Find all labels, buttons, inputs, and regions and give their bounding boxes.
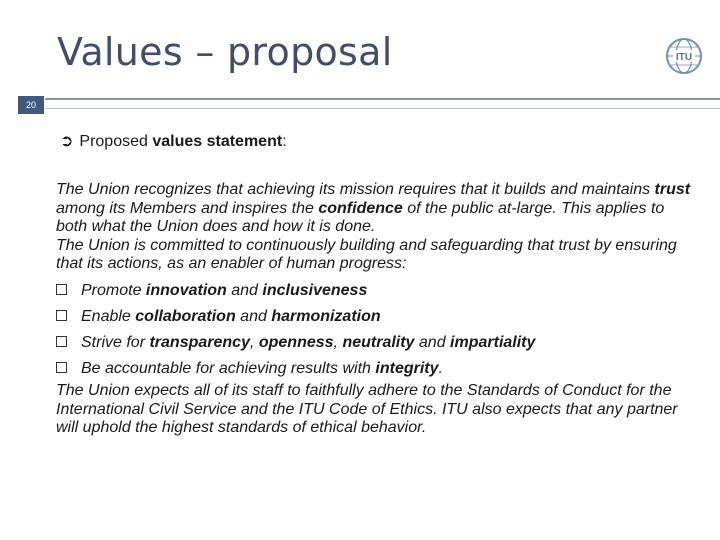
arrow-bullet-icon: ➲ bbox=[60, 133, 74, 150]
header-divider bbox=[45, 98, 720, 109]
list-item: Promote innovation and inclusiveness bbox=[56, 278, 696, 304]
bullet-prefix: Proposed bbox=[79, 133, 153, 150]
itu-logo-icon bbox=[664, 36, 704, 76]
paragraph-expectations: The Union expects all of its staff to faithfully adhere to the Standards of Conduct for the International Civil Service and the ITU Code of Ethics. ITU also expects that any partner will uphold the highest standards of ethical behavior. bbox=[56, 381, 678, 437]
bullet-bold: values statement bbox=[152, 133, 283, 150]
list-item: Be accountable for achieving results with integrity. bbox=[56, 356, 696, 382]
bullet-heading bbox=[60, 131, 287, 151]
checkbox-bullet-icon bbox=[56, 336, 67, 347]
list-item: Enable collaboration and harmonization bbox=[56, 304, 696, 330]
paragraph-trust: The Union recognizes that achieving its mission requires that it builds and maintains trust among its Members and inspires the confidence of the public at-large. This applies to both what the Union does and how it is done. bbox=[56, 181, 691, 236]
slide-title: Values – proposal bbox=[57, 30, 393, 74]
slide-number: 20 bbox=[18, 96, 44, 114]
values-statement bbox=[56, 181, 696, 438]
checkbox-bullet-icon bbox=[56, 310, 67, 321]
bullet-suffix: : bbox=[282, 133, 287, 150]
checkbox-bullet-icon bbox=[56, 284, 67, 295]
logo-text: ITU bbox=[675, 52, 693, 63]
paragraph-commitment: The Union is committed to continuously building and safeguarding that trust by ensuring that its actions, as an enabler of human progress: bbox=[56, 236, 677, 273]
checkbox-bullet-icon bbox=[56, 362, 67, 373]
list-item: Strive for transparency, openness, neutrality and impartiality bbox=[56, 330, 696, 356]
